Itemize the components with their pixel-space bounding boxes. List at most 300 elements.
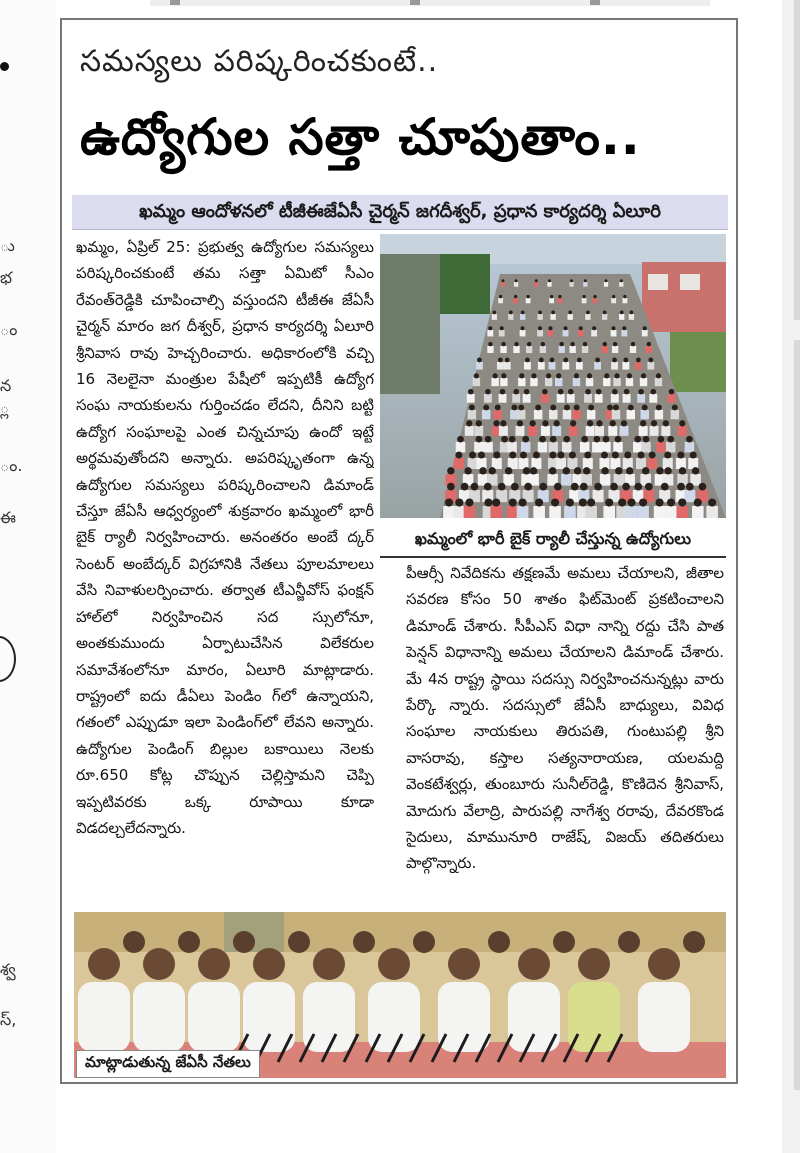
crowd-head (613, 342, 617, 346)
crowd-person (556, 458, 566, 469)
crowd-person (520, 314, 525, 320)
crowd-person (533, 506, 545, 518)
crowd-person (637, 506, 649, 518)
crowd-person (568, 314, 573, 320)
crowd-head (628, 405, 634, 411)
crowd-person (611, 362, 618, 370)
crowd-head (541, 342, 545, 346)
crowd-head (679, 420, 685, 426)
crowd-person (563, 410, 571, 419)
margin-fragment: ు (0, 236, 15, 255)
crowd-head (485, 389, 491, 395)
crowd-person (684, 490, 695, 502)
crowd-person (627, 410, 635, 419)
crowd-head (641, 373, 646, 378)
crowd-head (548, 326, 552, 330)
crowd-head (643, 436, 650, 443)
crowd-person (521, 442, 531, 452)
crowd-person (523, 394, 531, 403)
crowd-head (623, 358, 628, 363)
crowd-person (572, 410, 580, 419)
crowd-head (520, 451, 527, 458)
crowd-head (539, 483, 547, 491)
crowd-head (538, 311, 542, 315)
crowd-head (570, 420, 576, 426)
crowd-head (677, 483, 685, 491)
crowd-head (610, 420, 616, 426)
crowd-head (656, 467, 663, 474)
bike-rally-photo (380, 234, 726, 518)
crowd-person (586, 378, 593, 386)
crowd-head (484, 483, 492, 491)
crowd-head (564, 405, 570, 411)
crowd-person (562, 442, 572, 452)
crowd-head (595, 358, 600, 363)
crowd-head (604, 373, 609, 378)
crowd-head (583, 467, 590, 474)
crowd-head (699, 483, 707, 491)
crowd-head (624, 389, 630, 395)
crowd-person (537, 314, 542, 320)
crowd-head (636, 358, 641, 363)
crowd-person (623, 298, 628, 303)
speaker-head (313, 948, 345, 980)
margin-fragment: శ్వ (0, 960, 16, 979)
crowd-head (455, 451, 462, 458)
crowd-head (533, 451, 540, 458)
crowd-person (641, 442, 651, 452)
crowd-person (555, 378, 562, 386)
crowd-person (549, 298, 554, 303)
crowd-person (611, 298, 616, 303)
crowd-head (582, 295, 585, 298)
speaker-head (198, 948, 230, 980)
back-row-head (123, 931, 145, 953)
crowd-head (592, 326, 596, 330)
crowd-head (488, 342, 492, 346)
crowd-person (443, 506, 455, 518)
crowd-person (623, 394, 631, 403)
crowd-head (556, 373, 561, 378)
crowd-person (567, 458, 577, 469)
crowd-person (474, 426, 483, 436)
crowd-head (493, 451, 500, 458)
crowd-person (584, 394, 592, 403)
crowd-person (692, 506, 704, 518)
crowd-head (622, 326, 626, 330)
crowd-person (608, 426, 617, 436)
crowd-person (517, 410, 525, 419)
crowd-person (611, 330, 617, 336)
speaker-body (188, 982, 240, 1052)
crowd-head (488, 326, 492, 330)
crowd-person (499, 330, 505, 336)
newspaper-clipping (60, 18, 738, 1084)
crowd-head (651, 420, 657, 426)
crowd-head (612, 358, 617, 363)
crowd-head (557, 451, 564, 458)
crowd-head (515, 279, 518, 282)
crowd-person (585, 506, 597, 518)
crowd-head (574, 405, 580, 411)
crowd-head (447, 483, 455, 491)
crowd-person (547, 282, 551, 287)
crowd-person (666, 442, 676, 452)
crowd-head (509, 436, 516, 443)
crowd-head (623, 295, 626, 298)
crowd-head (647, 342, 651, 346)
crowd-head (492, 498, 500, 506)
back-row-head (353, 931, 375, 953)
crowd-head (594, 436, 601, 443)
crowd-head (645, 483, 653, 491)
crowd-head (672, 405, 678, 411)
crowd-head (610, 483, 618, 491)
crowd-person (549, 410, 557, 419)
crowd-person (649, 394, 657, 403)
crowd-head (587, 420, 593, 426)
crowd-head (501, 436, 508, 443)
crowd-head (501, 373, 506, 378)
crowd-person (573, 378, 580, 386)
crowd-person (567, 394, 575, 403)
crowd-head (570, 279, 573, 282)
crowd-head (615, 467, 622, 474)
crowd-head (549, 467, 556, 474)
crowd-head (474, 373, 479, 378)
crowd-person (564, 506, 576, 518)
crowd-person (678, 426, 687, 436)
crowd-head (522, 436, 529, 443)
crowd-head (526, 295, 529, 298)
crowd-person (569, 282, 573, 287)
back-row-head (618, 931, 640, 953)
crowd-person (661, 426, 670, 436)
crowd-head (535, 498, 543, 506)
back-row-head (288, 931, 310, 953)
crowd-person (655, 410, 663, 419)
crowd-head (493, 373, 498, 378)
crowd-head (667, 498, 675, 506)
crowd-head (548, 279, 551, 282)
crowd-head (477, 358, 482, 363)
back-row-head (683, 931, 705, 953)
crowd-head (585, 389, 591, 395)
margin-fragment: ఈ (0, 508, 16, 527)
crowd-head (587, 498, 595, 506)
crowd-person (569, 346, 575, 353)
crowd-head (514, 342, 518, 346)
crowd-person (622, 362, 629, 370)
crowd-person (655, 378, 662, 386)
crowd-person (499, 394, 507, 403)
crowd-person (592, 442, 602, 452)
crowd-person (593, 298, 598, 303)
crowd-head (607, 405, 613, 411)
crowd-person (668, 394, 676, 403)
crowd-head (669, 389, 675, 395)
margin-fragment: న (0, 376, 12, 395)
crowd-person (582, 298, 587, 303)
crowd-head (468, 389, 474, 395)
crowd-person (476, 362, 483, 370)
crowd-head (651, 389, 657, 395)
crowd-person (514, 282, 518, 287)
crowd-head (574, 467, 581, 474)
crowd-head (579, 498, 587, 506)
crowd-head (563, 358, 568, 363)
circle-mark (0, 636, 16, 682)
crowd-person (620, 426, 629, 436)
crowd-head (686, 436, 693, 443)
top-edge-strip (150, 0, 710, 6)
crowd-head (656, 498, 664, 506)
crowd-person (612, 410, 620, 419)
crowd-head (549, 451, 556, 458)
crowd-head (615, 436, 622, 443)
crowd-head (587, 373, 592, 378)
crowd-head (551, 311, 555, 315)
crowd-head (634, 483, 642, 491)
speaker-body (133, 982, 185, 1052)
crowd-head (479, 467, 486, 474)
crowd-person (498, 298, 503, 303)
crowd-person (706, 506, 718, 518)
crowd-person (507, 442, 517, 452)
crowd-person (676, 458, 686, 469)
crowd-head (498, 358, 503, 363)
crowd-head (614, 373, 619, 378)
crowd-person (623, 458, 633, 469)
crowd-person (528, 426, 537, 436)
crowd-head (527, 342, 531, 346)
crowd-head (558, 389, 564, 395)
crowd-head (692, 467, 699, 474)
crowd-person (654, 506, 666, 518)
crowd-person (563, 330, 569, 336)
crowd-person (499, 426, 508, 436)
crowd-person (595, 426, 604, 436)
crowd-person (456, 442, 466, 452)
crowd-head (518, 405, 524, 411)
crowd-person (580, 442, 590, 452)
crowd-person (500, 346, 506, 353)
crowd-head (521, 311, 525, 315)
crowd-person (487, 346, 493, 353)
crowd-person (633, 442, 643, 452)
crowd-person (552, 426, 561, 436)
crowd-head (495, 405, 501, 411)
crowd-person (541, 394, 549, 403)
crowd-head (640, 420, 646, 426)
crowd-person (603, 378, 610, 386)
crowd-head (530, 420, 536, 426)
crowd-head (686, 483, 694, 491)
crowd-head (493, 420, 499, 426)
crowd-person (635, 362, 642, 370)
crowd-head (637, 451, 644, 458)
crowd-person (534, 282, 538, 287)
crowd-head (642, 467, 649, 474)
crowd-person (490, 506, 502, 518)
crowd-person (513, 298, 518, 303)
crowd-head (634, 436, 641, 443)
crowd-person (594, 362, 601, 370)
crowd-head (509, 311, 513, 315)
crowd-person (454, 506, 466, 518)
right-page-edge (782, 0, 800, 1153)
crowd-person (604, 282, 608, 287)
crowd-head (563, 467, 570, 474)
speaker-body (638, 982, 690, 1052)
crowd-person (467, 394, 475, 403)
crowd-person (665, 506, 677, 518)
crowd-person (464, 506, 476, 518)
crowd-person (513, 346, 519, 353)
crowd-head (478, 451, 485, 458)
crowd-head (550, 295, 553, 298)
crowd-person (454, 458, 464, 469)
crowd-person (647, 458, 657, 469)
crowd-head (505, 467, 512, 474)
crowd-person (647, 362, 654, 370)
crowd-head (476, 436, 483, 443)
crowd-person (591, 330, 597, 336)
crowd-head (509, 451, 516, 458)
crowd-person (585, 314, 590, 320)
margin-fragment: ్ల (0, 398, 10, 417)
crowd-head (611, 326, 615, 330)
crowd-head (502, 279, 505, 282)
crowd-person (538, 442, 548, 452)
crowd-head (465, 498, 473, 506)
crowd-head (484, 498, 492, 506)
crowd-person (613, 442, 623, 452)
crowd-person (621, 330, 627, 336)
crowd-head (656, 405, 662, 411)
crowd-head (621, 420, 627, 426)
speaker-head (88, 948, 120, 980)
crowd-head (605, 498, 613, 506)
crowd-person (557, 394, 565, 403)
crowd-head (550, 436, 557, 443)
crowd-person (515, 426, 524, 436)
crowd-head (461, 483, 469, 491)
crowd-head (538, 326, 542, 330)
article-column-1: ఖమ్మం, ఏప్రిల్ 25: ప్రభుత్వ ఉద్యోగుల సమస్యలు పరిష్కరించకుంటే తమ సత్తా ఏమిటో సీఎం రేవంత్‌రెడ్డికి చూపించాల్సి వస్తుందని టీజీఈ జేఏసీ చైర్మన్ మారం జగ దీశ్వర్, ప్రధాన కార్యదర్శి ఏలూరి శ్రీనివాస రావు హెచ్చరించారు. అధికారంలోకి వచ్చి 16 నెలలైనా మంత్రుల పేషీలో ఇప్పటికీ ఉద్యోగ సంఘ నాయకులను గుర్తించడం లేదని, దీనిని బట్టి ఉద్యోగ సంఘాలపై ఎంత చిన్నచూపు ఉందో ఇట్టే అర్థమవుతోందని అన్నారు. అపరిష్కృతంగా ఉన్న ఉద్యోగుల సమస్యలు పరిష్కరించాలని డిమాండ్ చేస్తూ జేఏసీ ఆధ్వర్యంలో శుక్రవారం ఖమ్మంలో భారీ బైక్ ర్యాలీ నిర్వహించారు. అనంతరం అంబే ద్కర్ సెంటర్ అంబేద్కర్ విగ్రహానికి నేతలు పూలమాలలు వేసి నివాళులర్పించారు. తర్వాత టీఎన్జీవోస్ ఫంక్షన్ హాల్‌లో నిర్వహించిన సద స్సులోనూ, అంతకుముందు ఏర్పాటుచేసిన విలేకరుల సమావేశంలోనూ మారం, ఏలూరి మాట్లాడారు. రాష్ట్రంలో ఐదు డీఏలు పెండిం గ్‌లో ఉన్నాయని, గతంలో ఎప్పుడూ ఇలా పెండింగ్‌లో లేవని అన్నారు. ఉద్యోగుల పెండింగ్ బిల్లుల బకాయిలు నెలకు రూ.650 కోట్ల చొప్పున చెల్లిస్తామని చెప్పి ఇప్పటివరకు ఒక్క రూపాయి కూడా విడదల్చలేదన్నారు. (76, 238, 374, 837)
crowd-head (580, 483, 588, 491)
crowd-person (587, 410, 595, 419)
crowd-head (679, 467, 686, 474)
crowd-head (464, 467, 471, 474)
bike-rally-illustration (380, 234, 726, 518)
crowd-person (491, 378, 498, 386)
crowd-head (471, 483, 479, 491)
back-row-head (553, 931, 575, 953)
crowd-head (539, 436, 546, 443)
crowd-person (492, 314, 497, 320)
crowd-head (639, 498, 647, 506)
crowd-head (613, 405, 619, 411)
crowd-person (484, 394, 492, 403)
crowd-head (492, 311, 496, 315)
crowd-person (482, 410, 490, 419)
crowd-head (661, 483, 669, 491)
crowd-head (588, 405, 594, 411)
crowd-person (562, 362, 569, 370)
crowd-person (524, 362, 531, 370)
speaker-head (518, 948, 550, 980)
crowd-head (631, 342, 635, 346)
crowd-person (671, 410, 679, 419)
crowd-person (619, 282, 623, 287)
crowd-person (538, 362, 545, 370)
crowd-person (487, 330, 493, 336)
back-row-head (488, 931, 510, 953)
crowd-head (603, 436, 610, 443)
crowd-head (514, 295, 517, 298)
crowd-person (676, 506, 688, 518)
crowd-person (465, 426, 474, 436)
crowd-head (664, 467, 671, 474)
crowd-head (622, 483, 630, 491)
crowd-head (571, 483, 579, 491)
crowd-person (600, 474, 611, 486)
crowd-head (605, 279, 608, 282)
crowd-head (511, 405, 517, 411)
crowd-person (685, 442, 695, 452)
crowd-person (586, 426, 595, 436)
crowd-person (548, 442, 558, 452)
crowd-head (535, 279, 538, 282)
crowd-person (501, 282, 505, 287)
crowd-head (520, 326, 524, 330)
crowd-head (627, 373, 632, 378)
crowd-person (601, 442, 611, 452)
back-row-head (233, 931, 255, 953)
crowd-head (455, 498, 463, 506)
crowd-head (445, 498, 453, 506)
crowd-head (457, 436, 464, 443)
crowd-person (548, 330, 554, 336)
crowd-head (618, 498, 626, 506)
crowd-head (574, 373, 579, 378)
crowd-person (576, 362, 583, 370)
crowd-head (677, 451, 684, 458)
crowd-person (468, 410, 476, 419)
crowd-person (549, 506, 561, 518)
crowd-head (620, 279, 623, 282)
crowd-head (558, 295, 561, 298)
crowd-person (508, 314, 513, 320)
crowd-person (476, 458, 486, 469)
crowd-person (500, 378, 507, 386)
crowd-person (558, 346, 564, 353)
crowd-head (594, 483, 602, 491)
crowd-head (612, 295, 615, 298)
crowd-head (469, 405, 475, 411)
crowd-head (643, 326, 647, 330)
crowd-head (531, 373, 536, 378)
crowd-person (629, 314, 634, 320)
crowd-person (650, 426, 659, 436)
crowd-head (559, 342, 563, 346)
crowd-head (513, 389, 519, 395)
crowd-head (638, 389, 644, 395)
crowd-head (663, 420, 669, 426)
crowd-head (542, 389, 548, 395)
crowd-person (656, 442, 666, 452)
